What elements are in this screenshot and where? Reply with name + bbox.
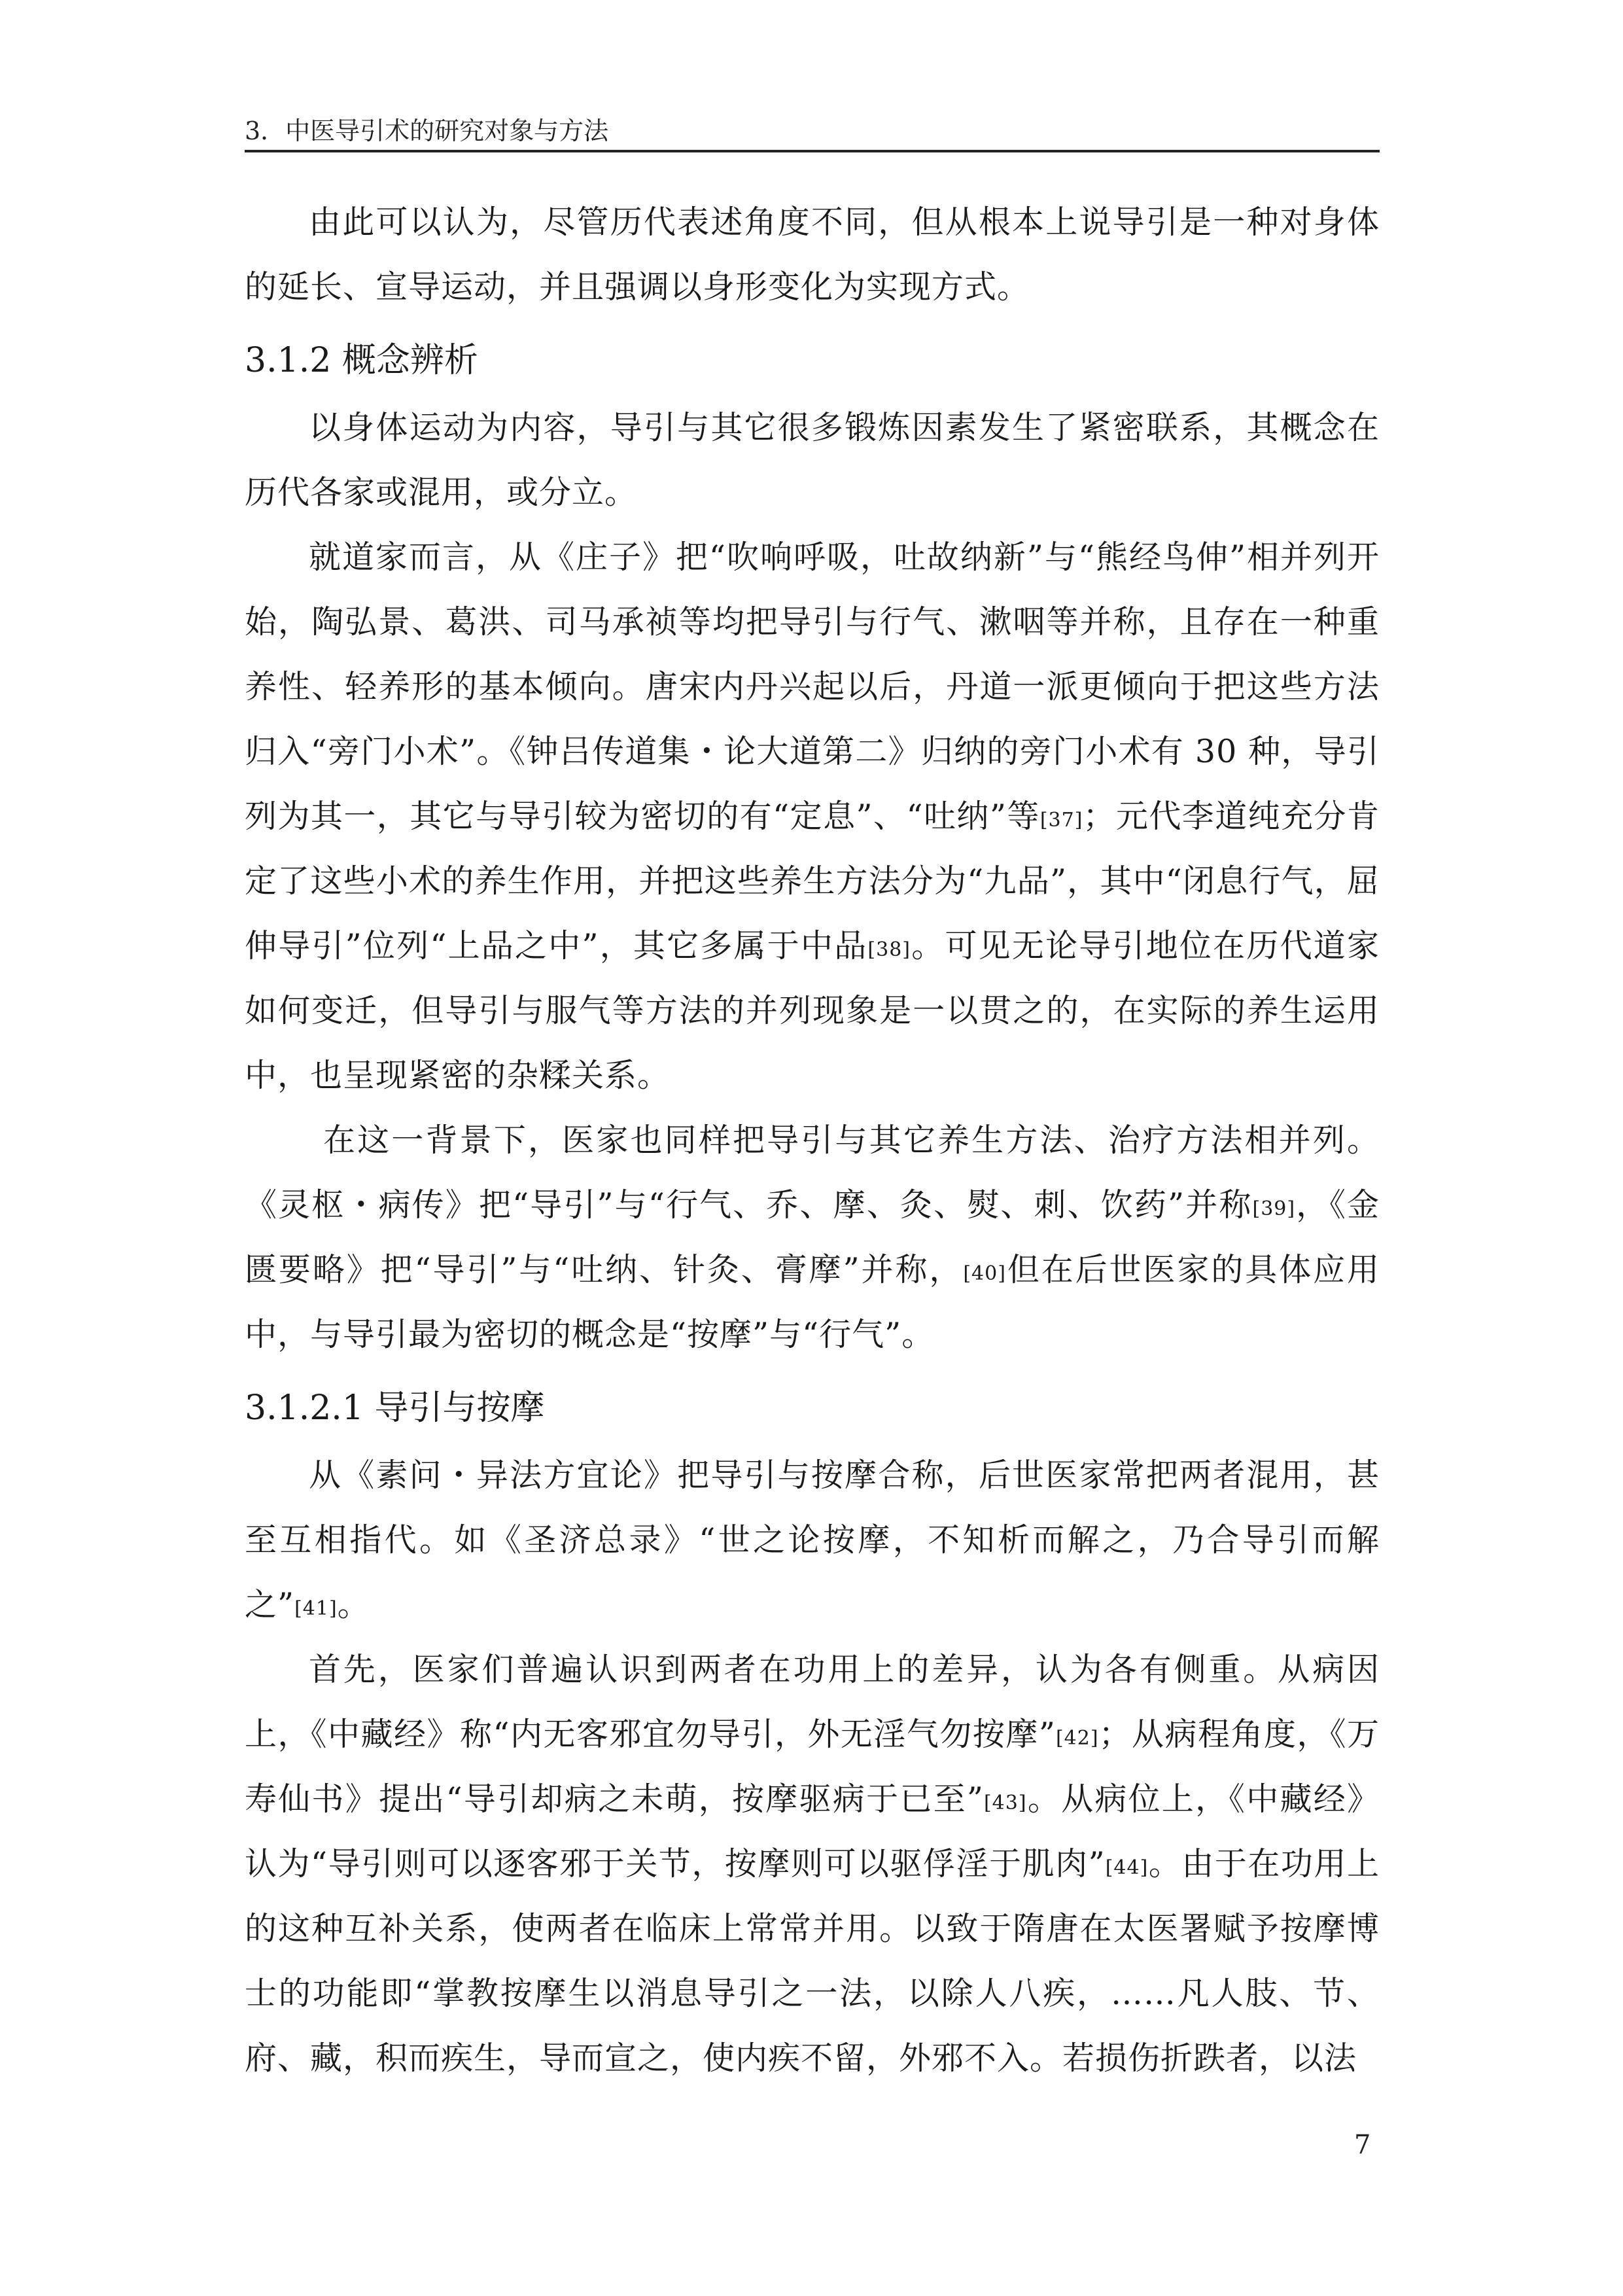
paragraph-4-part-b: ，《金匮要略》把“导引”与“吐纳、针灸、膏摩”并称， bbox=[245, 1186, 1380, 1288]
citation-44: [44] bbox=[1105, 1856, 1149, 1879]
header-rule bbox=[245, 150, 1380, 152]
paragraph-3 bbox=[245, 525, 1380, 1108]
page-number: 7 bbox=[1354, 2130, 1371, 2160]
paragraph-5-part-b: 。 bbox=[337, 1586, 370, 1623]
citation-37: [37] bbox=[1039, 809, 1083, 832]
citation-40: [40] bbox=[963, 1262, 1006, 1285]
paragraph-5 bbox=[245, 1443, 1380, 1637]
paragraph-6-part-d: 。由于在功用上的这种互补关系，使两者在临床上常常并用。以致于隋唐在太医署赋予按摩博士的功能即“掌教按摩生以消息导引之一法，以除人八疾，……凡人肢、节、府、藏，积而疾生，导而宣之，使内疾不留，外邪不入。若损伤折跌者，以法 bbox=[245, 1845, 1380, 2077]
citation-42: [42] bbox=[1055, 1727, 1099, 1750]
paragraph-5-part-a: 从《素问・异法方宜论》把导引与按摩合称，后世医家常把两者混用，甚至互相指代。如《圣济总录》“世之论按摩，不知析而解之，乃合导引而解之” bbox=[245, 1457, 1380, 1623]
paragraph-6 bbox=[245, 1637, 1380, 2091]
section-heading-3-1-2-1: 3.1.2.1 导引与按摩 bbox=[245, 1388, 545, 1428]
page-body bbox=[245, 190, 1380, 2091]
paragraph-3-part-c: 。可见无论导引地位在历代道家如何变迁，但导引与服气等方法的并列现象是一以贯之的，在实际的养生运用中，也呈现紧密的杂糅关系。 bbox=[245, 927, 1380, 1094]
paragraph-6-part-b: ；从病程角度，《万寿仙书》提出“导引却病之未萌，按摩驱病于已至” bbox=[245, 1716, 1380, 1818]
paragraph-3-part-a: 就道家而言，从《庄子》把“吹响呼吸，吐故纳新”与“熊经鸟伸”相并列开始，陶弘景、葛洪、司马承祯等均把导引与行气、漱咽等并称，且存在一种重养性、轻养形的基本倾向。唐宋内丹兴起以后，丹道一派更倾向于把这些方法归入“旁门小术”。《钟吕传道集・论大道第二》归纳的旁门小术有 30 种，导引列为其一，其它与导引较为密切的有“定息”、“吐纳”等 bbox=[245, 539, 1380, 835]
paragraph-1: 由此可以认为，尽管历代表述角度不同，但从根本上说导引是一种对身体的延长、宣导运动，并且强调以身形变化为实现方式。 bbox=[245, 203, 1380, 306]
paragraph-3-part-b: ；元代李道纯充分肯定了这些小术的养生作用，并把这些养生方法分为“九品”，其中“闭息行气，屈伸导引”位列“上品之中”，其它多属于中品 bbox=[245, 798, 1380, 964]
citation-39: [39] bbox=[1252, 1197, 1296, 1220]
running-header: 3．中医导引术的研究对象与方法 bbox=[245, 116, 609, 145]
section-heading-3-1-2: 3.1.2 概念辨析 bbox=[245, 341, 478, 380]
citation-43: [43] bbox=[983, 1792, 1027, 1814]
citation-41: [41] bbox=[294, 1597, 338, 1620]
paragraph-4 bbox=[245, 1108, 1380, 1367]
paragraph-6-part-a: 首先，医家们普遍认识到两者在功用上的差异，认为各有侧重。从病因上，《中藏经》称“内无客邪宜勿导引，外无淫气勿按摩” bbox=[245, 1651, 1380, 1753]
paragraph-6-part-c: 。从病位上，《中藏经》认为“导引则可以逐客邪于关节，按摩则可以驱俘淫于肌肉” bbox=[245, 1780, 1380, 1882]
paragraph-4-part-c: 但在后世医家的具体应用中，与导引最为密切的概念是“按摩”与“行气”。 bbox=[245, 1251, 1380, 1353]
paragraph-2: 以身体运动为内容，导引与其它很多锻炼因素发生了紧密联系，其概念在历代各家或混用，或分立。 bbox=[245, 409, 1380, 511]
citation-38: [38] bbox=[867, 938, 911, 961]
paragraph-4-part-a: 在这一背景下，医家也同样把导引与其它养生方法、治疗方法相并列。《灵枢・病传》把“导引”与“行气、乔、摩、灸、熨、刺、饮药”并称 bbox=[245, 1122, 1380, 1224]
